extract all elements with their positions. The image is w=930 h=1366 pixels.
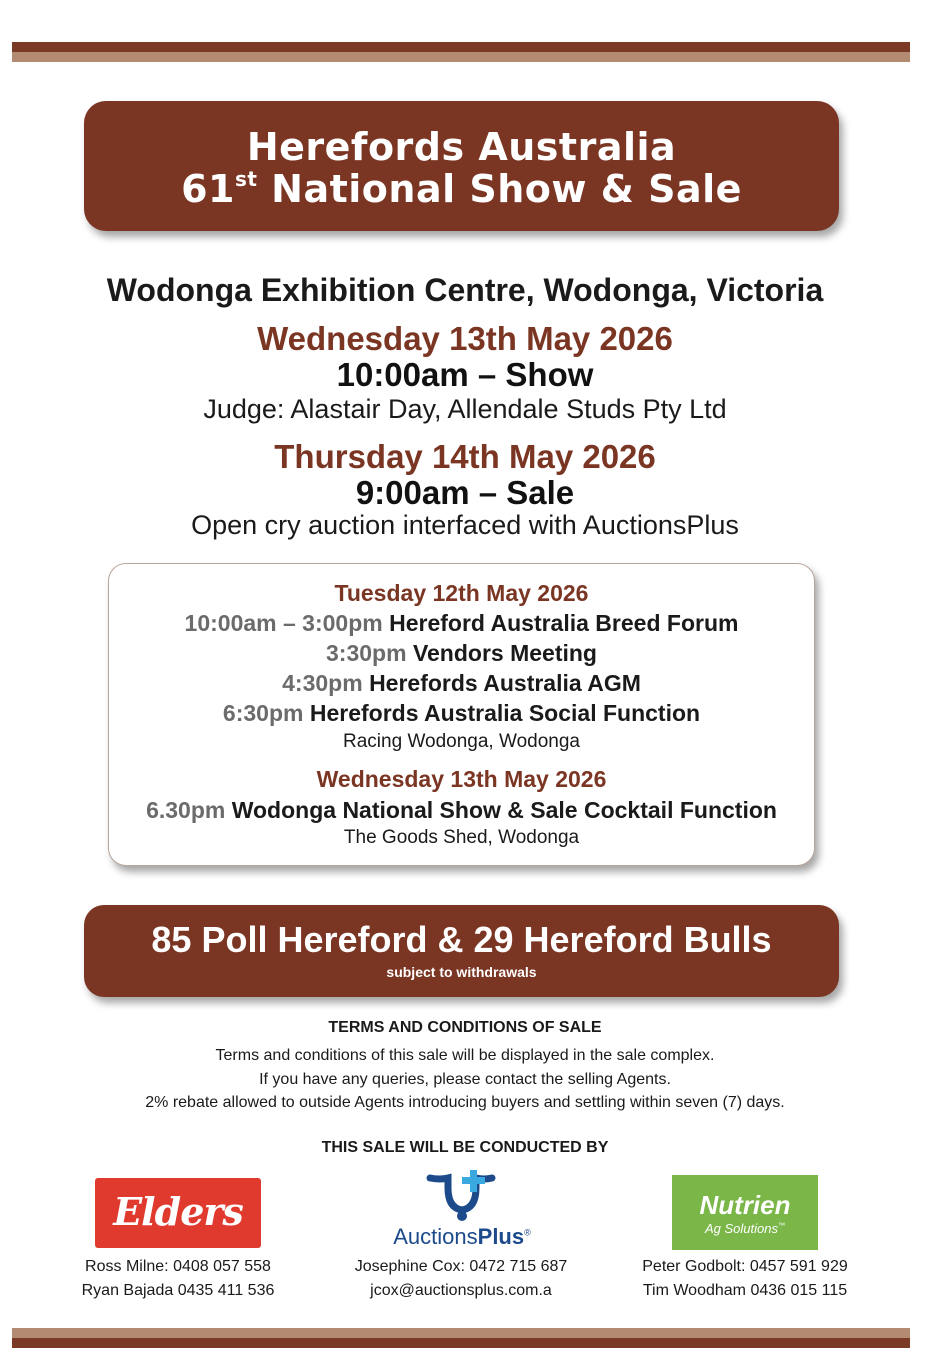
contact-line: Ross Milne: 0408 057 558 bbox=[85, 1258, 271, 1275]
nutrien-logo: Nutrien Ag Solutions™ bbox=[672, 1175, 818, 1250]
auctionsplus-wordmark: AuctionsPlus® bbox=[393, 1224, 531, 1249]
venue: Wodonga Exhibition Centre, Wodonga, Victoria bbox=[106, 272, 824, 308]
terms-line: 2% rebate allowed to outside Agents introducing buyers and settling within seven (7) days. bbox=[145, 1094, 785, 1111]
auctionsplus-icon bbox=[372, 1168, 552, 1224]
show-date: Wednesday 13th May 2026 bbox=[257, 320, 673, 357]
auctionsplus-contacts bbox=[330, 1258, 592, 1308]
show-time: 10:00am – Show bbox=[336, 356, 594, 393]
bulls-banner bbox=[84, 905, 839, 997]
bulls-note: subject to withdrawals bbox=[386, 964, 537, 980]
contact-line: Josephine Cox: 0472 715 687 bbox=[354, 1258, 568, 1275]
contact-line: Tim Woodham 0436 015 115 bbox=[642, 1282, 848, 1299]
title-line2: 61st National Show & Sale bbox=[181, 167, 742, 211]
contact-line: jcox@auctionsplus.com.a bbox=[370, 1282, 552, 1299]
contact-line: Ryan Bajada 0435 411 536 bbox=[81, 1282, 275, 1299]
top-stripe bbox=[12, 42, 910, 62]
nutrien-contacts bbox=[620, 1258, 870, 1308]
terms-line: Terms and conditions of this sale will be displayed in the sale complex. bbox=[215, 1047, 715, 1064]
sale-date: Thursday 14th May 2026 bbox=[274, 438, 656, 475]
show-judge: Judge: Alastair Day, Allendale Studs Pty Ltd bbox=[203, 394, 727, 424]
title-line1: Herefords Australia bbox=[246, 125, 677, 169]
sale-detail: Open cry auction interfaced with AuctionsPlus bbox=[191, 510, 739, 540]
terms-line: If you have any queries, please contact the selling Agents. bbox=[259, 1071, 671, 1088]
event-row: 3:30pm Vendors Meeting bbox=[326, 640, 597, 666]
bulls-count: 85 Poll Hereford & 29 Hereford Bulls bbox=[151, 919, 772, 960]
elders-logo: Elders bbox=[95, 1178, 261, 1248]
event-row: 6:30pm Herefords Australia Social Function bbox=[222, 700, 701, 726]
events-day2-location: The Goods Shed, Wodonga bbox=[343, 827, 580, 848]
events-day2-date: Wednesday 13th May 2026 bbox=[316, 766, 607, 792]
elders-contacts bbox=[60, 1258, 296, 1308]
sale-time: 9:00am – Sale bbox=[355, 474, 575, 511]
events-panel bbox=[108, 563, 815, 866]
title-banner bbox=[84, 101, 839, 231]
auctionsplus-logo bbox=[372, 1168, 552, 1250]
bottom-stripe bbox=[12, 1328, 910, 1348]
conducted-by-heading: THIS SALE WILL BE CONDUCTED BY bbox=[321, 1139, 609, 1156]
events-day1-date: Tuesday 12th May 2026 bbox=[334, 580, 589, 606]
contact-line: Peter Godbolt: 0457 591 929 bbox=[642, 1258, 848, 1275]
event-row: 6.30pm Wodonga National Show & Sale Cocktail Function bbox=[146, 797, 777, 823]
events-day1-location: Racing Wodonga, Wodonga bbox=[343, 731, 580, 752]
event-row: 10:00am – 3:00pm Hereford Australia Breed Forum bbox=[184, 610, 739, 636]
terms-heading: TERMS AND CONDITIONS OF SALE bbox=[328, 1019, 602, 1036]
event-row: 4:30pm Herefords Australia AGM bbox=[282, 670, 641, 696]
